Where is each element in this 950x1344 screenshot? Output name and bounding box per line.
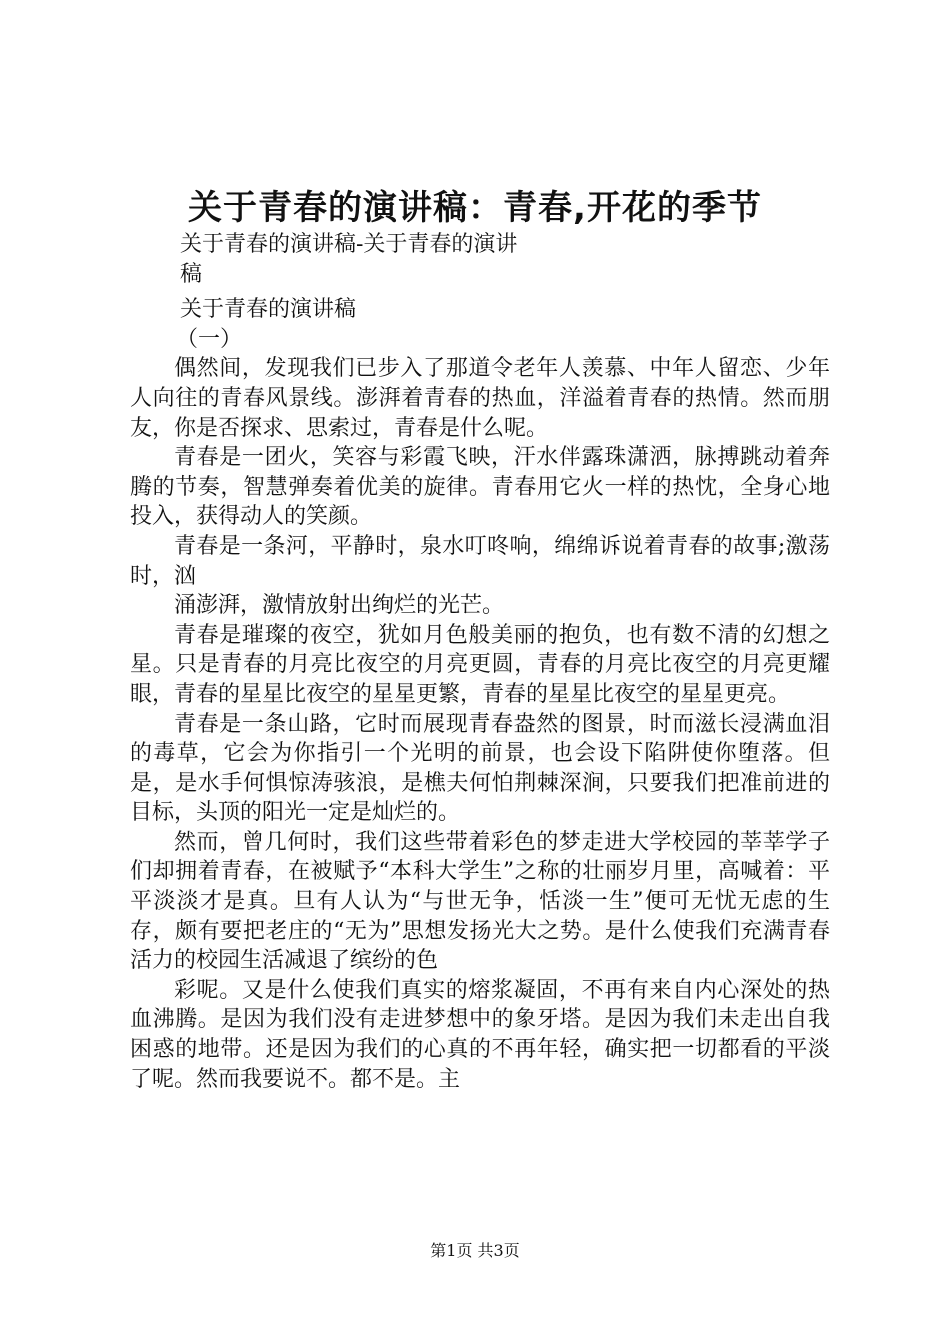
paragraph: 然而，曾几何时，我们这些带着彩色的梦走进大学校园的莘莘学子们却拥着青春，在被赋予“本科大学生”之称的壮丽岁月里，高喊着：平平淡淡才是真。旦有人认为“与世无争，恬淡一生”便可无忧无虑的生存，颇有要把老庄的“无为”思想发扬光大之势。是什么使我们充满青春活力的校园生活减退了缤纷的色 (130, 829, 830, 974)
subtitle-line-1: 关于青春的演讲稿-关于青春的演讲 (180, 232, 518, 257)
section-number: （一） (176, 326, 243, 352)
paragraph: 彩呢。又是什么使我们真实的熔浆凝固，不再有来自内心深处的热血沸腾。是因为我们没有走进梦想中的象牙塔。是因为我们未走出自我困惑的地带。还是因为我们的心真的不再年轻，确实把一切都看的平淡了呢。然而我要说不。都不是。主 (130, 977, 830, 1092)
paragraph: 青春是一团火，笑容与彩霞飞映，汗水伴露珠潇洒，脉搏跳动着奔腾的节奏，智慧弹奏着优美的旋律。青春用它火一样的热忱，全身心地投入，获得动人的笑颜。 (130, 445, 830, 530)
paragraph: 偶然间，发现我们已步入了那道令老年人羡慕、中年人留恋、少年人向往的青春风景线。澎湃着青春的热血，洋溢着青春的热情。然而朋友，你是否探求、思索过，青春是什么呢。 (130, 356, 830, 441)
paragraph: 青春是璀璨的夜空，犹如月色般美丽的抱负，也有数不清的幻想之星。只是青春的月亮比夜空的月亮更圆，青春的月亮比夜空的月亮更耀眼，青春的星星比夜空的星星更繁，青春的星星比夜空的星星更亮。 (130, 622, 830, 707)
subtitle-line-2: 稿 (180, 261, 203, 287)
paragraph: 青春是一条山路，它时而展现青春盎然的图景，时而滋长浸满血泪的毒草，它会为你指引一个光明的前景，也会设下陷阱使你堕落。但是，是水手何惧惊涛骇浪，是樵夫何怕荆棘深涧，只要我们把准前进的目标，头顶的阳光一定是灿烂的。 (130, 711, 830, 826)
document-body (130, 206, 830, 1094)
section-heading: 关于青春的演讲稿 (180, 297, 357, 323)
paragraph: 涌澎湃，激情放射出绚烂的光芒。 (174, 593, 505, 619)
page-footer: 第1页 共3页 (430, 1241, 520, 1260)
document-title: 关于青春的演讲稿：青春,开花的季节 (188, 188, 762, 228)
paragraph: 青春是一条河，平静时，泉水叮咚响，绵绵诉说着青春的故事;激荡时，汹 (130, 533, 830, 589)
